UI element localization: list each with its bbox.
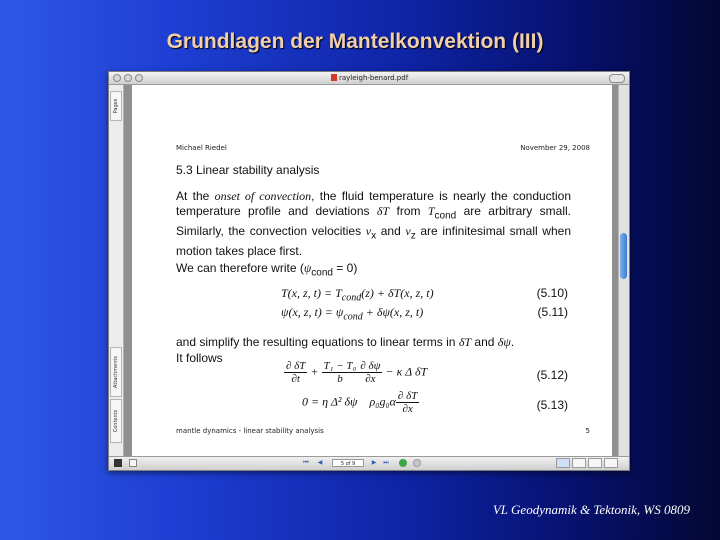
pdf-file-icon — [331, 74, 337, 81]
follows-line: It follows — [176, 351, 223, 365]
facing-view-button[interactable] — [588, 458, 602, 468]
slide-footer-credit: VL Geodynamik & Tektonik, WS 0809 — [492, 502, 690, 517]
tab-attachments[interactable]: Attachments — [110, 347, 122, 397]
equation-number: (5.11) — [537, 305, 568, 319]
pdf-page — [132, 85, 612, 456]
equation-5-10: T(x, z, $t) = T_{cond}(z) + \delta T(x$, z, t) — [281, 286, 434, 304]
first-page-icon[interactable]: ⏮ — [303, 460, 309, 466]
simplify-line: and simplify the resulting equations to linear terms in δT and δψ. — [176, 335, 515, 349]
minimize-icon[interactable] — [124, 74, 132, 82]
window-title — [331, 72, 408, 84]
equation-5-12: $\frac{\partial \delta T}{\partial t}$ + $\frac{\text{T₁ − T₀}}{b}$ $\frac{\partial \delta\psi}{\partial x}$ − κ Δ δT — [286, 360, 428, 385]
equation-number: (5.13) — [536, 398, 568, 412]
facing-continuous-view-button[interactable] — [604, 458, 618, 468]
toolbar-toggle-button[interactable] — [609, 74, 625, 83]
tab-pages[interactable]: Pages — [110, 91, 122, 121]
equation-5-11: ψ(x, z, $t) = \psi_{cond} + \delta\psi(x$, z, t) — [281, 305, 424, 323]
body-paragraph: At the onset of convection, the fluid temperature is nearly the conduction temperature profile and deviations δT from $T_{cond}$ are arbitrary small. Similarly, the convection velocities $v_x$ and $v_z$ are infinitesimal small when motion takes place first. — [176, 189, 572, 258]
go-forward-icon[interactable] — [413, 459, 421, 467]
equation-5-13: 0 = η Δ² δψ ρ₀g₀α $\frac{\partial \delta T}{\partial x}$ — [302, 390, 418, 415]
single-page-view-button[interactable] — [556, 458, 570, 468]
equation-number: (5.10) — [536, 286, 568, 300]
slide-title: Grundlagen der Mantelkonvektion (III) — [166, 30, 544, 53]
tab-contents[interactable]: Contents — [110, 399, 122, 443]
bottom-toolbar — [109, 456, 629, 470]
zoom-icon[interactable] — [135, 74, 143, 82]
continuous-view-button[interactable] — [572, 458, 586, 468]
drawer-toggle-icon[interactable] — [114, 459, 122, 467]
window-title-text: rayleigh-benard.pdf — [339, 74, 409, 82]
page-number-field[interactable]: 5 of 9 — [332, 459, 364, 467]
scrollbar-thumb[interactable] — [620, 233, 627, 279]
section-heading: 5.3 Linear stability analysis — [176, 163, 320, 177]
page-view-icon[interactable] — [129, 459, 137, 467]
equation-number: (5.12) — [536, 368, 568, 382]
close-icon[interactable] — [113, 74, 121, 82]
page-header-author: Michael Riedel — [176, 144, 227, 152]
page-footer-title: mantle dynamics - linear stability analysis — [176, 427, 324, 435]
document-area — [124, 85, 619, 456]
go-back-icon[interactable] — [399, 459, 407, 467]
sidebar-drawer — [109, 85, 124, 456]
page-number: 5 — [585, 427, 590, 435]
page-header-date: November 29, 2008 — [520, 144, 590, 152]
vertical-scrollbar[interactable] — [618, 85, 629, 456]
previous-page-icon[interactable]: ◀ — [317, 460, 323, 466]
title-bar — [109, 72, 629, 85]
intro-line: We can therefore write $(\psi_{cond} = 0)$ — [176, 261, 358, 279]
next-page-icon[interactable]: ▶ — [371, 460, 377, 466]
pdf-viewer-window — [108, 71, 630, 471]
last-page-icon[interactable]: ⏭ — [383, 460, 389, 466]
